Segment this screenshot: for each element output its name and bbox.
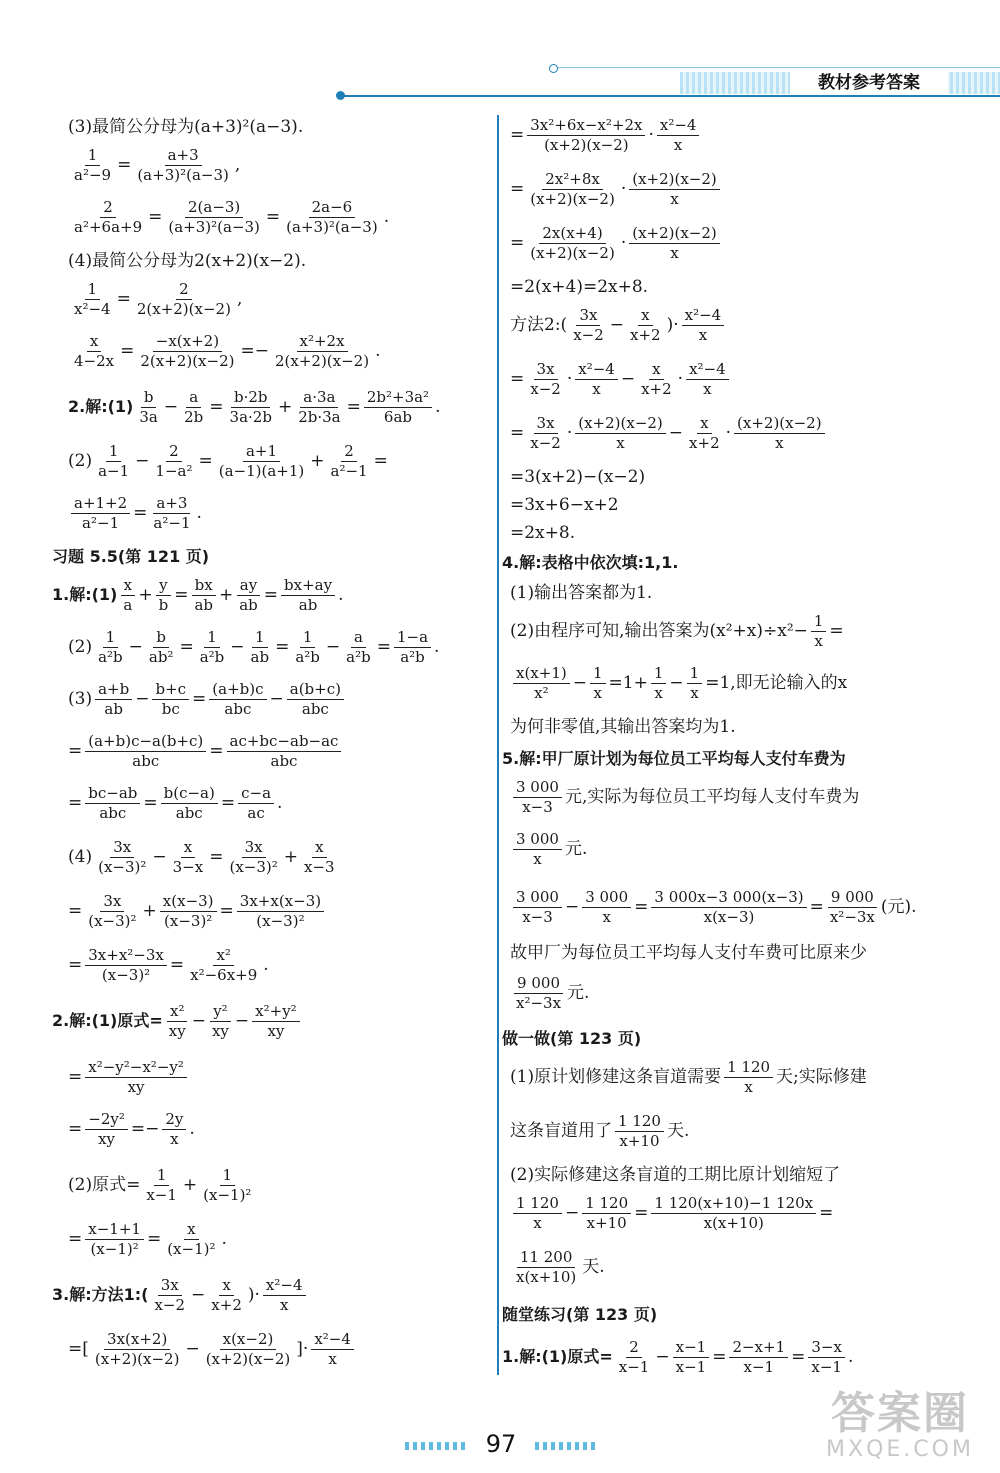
fraction: $\frac{2}{\text{a²+6a+9}}$ — [74, 198, 143, 236]
fraction: $\frac{2a-6}{\text{(a+3)²(a−3)}}$ — [286, 198, 378, 236]
fraction: $\frac{\text{2b²+3a²}}{6ab}$ — [364, 388, 432, 427]
fraction: $\frac{a\cdot 3a}{2b\cdot 3a}$ — [298, 388, 341, 426]
fraction: $\frac{(x+2)(x-2)}{x}$ — [734, 414, 825, 453]
answer-line: 故甲厂为每位员工平均每人支付车费可比原来少 — [510, 943, 867, 963]
equation-line: 1.解:(1)原式= $\frac{2}{x-1}$ − $\frac{x-1}{x-1}$ = $\frac{2-x+1}{x-1}$ = $\frac{3-x}{x-1}$ . — [502, 1338, 854, 1376]
fraction: $\frac{x}{a}$ — [120, 576, 135, 615]
fraction: $\frac{\text{x²+2x}}{2(x+2)(x-2)}$ — [274, 332, 370, 370]
fraction: $\frac{3x}{x-2}$ — [530, 360, 561, 398]
fraction: $\frac{1}{x}$ — [811, 612, 827, 651]
fraction: $\frac{(x+2)(x-2)}{x}$ — [629, 224, 720, 263]
equation-line: 1.解:(1) $\frac{x}{a}$ + $\frac{y}{b}$ = $\frac{bx}{ab}$ + $\frac{ay}{ab}$ = $\frac{bx+ay}{ab}$ . — [52, 576, 344, 614]
fraction: $\frac{x}{x+2}$ — [689, 414, 720, 452]
fraction: $\frac{\text{x²−4}}{x}$ — [311, 1330, 354, 1369]
fraction: $\frac{3x}{\text{(x−3)²}}$ — [98, 838, 147, 876]
fraction: $\frac{1}{x}$ — [651, 664, 667, 703]
fraction: $\frac{b\cdot 2b}{3a\cdot 2b}$ — [229, 388, 272, 426]
fraction: $\frac{b}{3a}$ — [139, 388, 158, 426]
equation-line: $\frac{1}{\text{a²−9}}$ = $\frac{a+3}{\text{(a+3)²(a−3)}}$ , — [68, 146, 240, 185]
equation-line: = $\frac{3x}{\text{(x−3)²}}$ + $\frac{x(x-3)}{\text{(x−3)²}}$ = $\frac{3x+x(x-3)}{\text{(x−3)²}}$ — [68, 892, 327, 931]
answer-line: =3x+6−x+2 — [510, 495, 619, 515]
fraction: $\frac{1}{\text{a²b}}$ — [199, 628, 225, 666]
answer-line: =2x+8. — [510, 523, 576, 543]
fraction: $\frac{x}{\text{(x−1)²}}$ — [167, 1220, 216, 1258]
fraction: $\frac{1 120}{x}$ — [724, 1058, 773, 1097]
equation-line: = $\frac{\text{3x²+6x−x²+2x}}{(x+2)(x-2)}$ · $\frac{\text{x²−4}}{x}$ — [510, 116, 702, 155]
fraction: $\frac{3 000}{x-3}$ — [513, 888, 562, 927]
section-heading: 随堂练习(第 123 页) — [502, 1305, 658, 1324]
page-header — [0, 0, 1000, 110]
fraction: $\frac{1 120}{x}$ — [513, 1194, 562, 1233]
equation-line: $\frac{3 000}{x-3}$ 元,实际为每位员工平均每人支付车费为 — [510, 778, 859, 817]
fraction: $\frac{1}{\text{a²b}}$ — [98, 628, 123, 666]
fraction: $\frac{x(x+1)}{\text{x²}}$ — [513, 664, 570, 703]
equation-line: $\frac{a+1+2}{\text{a²−1}}$ = $\frac{a+3}{\text{a²−1}}$ . — [68, 494, 202, 533]
equation-line: (1)原计划修建这条盲道需要 $\frac{1 120}{x}$ 天;实际修建 — [510, 1058, 867, 1096]
fraction: $\frac{2}{x-1}$ — [618, 1338, 650, 1376]
fraction: $\frac{3-x}{x-1}$ — [808, 1338, 845, 1377]
equation-line: 3.解:方法1:( $\frac{3x}{x-2}$ − $\frac{x}{x+2}$ )· $\frac{\text{x²−4}}{x}$ — [52, 1276, 309, 1315]
fraction: $\frac{ac+bc-ab-ac}{\text{abc}}$ — [227, 732, 342, 771]
equation-line: $\frac{3 000}{x}$ 元. — [510, 830, 587, 869]
fraction: $\frac{a+3}{\text{a²−1}}$ — [153, 494, 191, 532]
fraction: $\frac{(a+b)c-a(b+c)}{\text{abc}}$ — [85, 732, 206, 771]
fraction: $\frac{\text{y²}}{xy}$ — [211, 1002, 229, 1040]
equation-line: (3) $\frac{a+b}{ab}$ − $\frac{b+c}{bc}$ = $\frac{(a+b)c}{\text{abc}}$ − $\frac{a(b+c)}{\text{abc}}$ — [68, 680, 347, 719]
fraction: $\frac{\text{3x+x²−3x}}{\text{(x−3)²}}$ — [85, 946, 167, 985]
answer-line: (2)实际修建这条盲道的工期比原计划缩短了 — [510, 1165, 841, 1185]
fraction: $\frac{2}{\text{1−a²}}$ — [155, 442, 193, 480]
fraction: $\frac{-x(x+2)}{2(x+2)(x-2)}$ — [140, 332, 235, 370]
equation-line: = $\frac{x-1+1}{\text{(x−1)²}}$ = $\frac{x}{\text{(x−1)²}}$ . — [68, 1220, 227, 1258]
fraction: $\frac{\text{2x²+8x}}{(x+2)(x-2)}$ — [530, 170, 615, 208]
fraction: $\frac{\text{x²−y²−x²−y²}}{xy}$ — [85, 1058, 187, 1097]
answer-line: 4.解:表格中依次填:1,1. — [502, 553, 679, 572]
fraction: $\frac{3 000}{x-3}$ — [513, 778, 562, 817]
equation-line: $\frac{9 000}{\text{x²−3x}}$ 元. — [510, 974, 589, 1013]
equation-line: = $\frac{2x(x+4)}{(x+2)(x-2)}$ · $\frac{(x+2)(x-2)}{x}$ — [510, 224, 723, 263]
fraction: $\frac{y}{b}$ — [156, 576, 172, 615]
footer-dots-left — [405, 1442, 465, 1450]
equation-line: $\frac{1 120}{x}$ − $\frac{1 120}{x+10}$ = $\frac{1 120(x+10)-1 120x}{x(x+10)}$ = — [510, 1194, 833, 1233]
answer-line: (4)最简公分母为2(x+2)(x−2). — [68, 251, 307, 271]
watermark-url: MXQE.COM — [826, 1437, 974, 1462]
equation-line: = $\frac{(a+b)c-a(b+c)}{\text{abc}}$ = $\frac{ac+bc-ab-ac}{\text{abc}}$ — [68, 732, 344, 771]
fraction: $\frac{bx}{ab}$ — [191, 576, 216, 615]
fraction: $\frac{1 120}{x+10}$ — [582, 1194, 631, 1233]
fraction: $\frac{(a+b)c}{\text{abc}}$ — [209, 680, 266, 719]
fraction: $\frac{x}{x+2}$ — [211, 1276, 242, 1314]
fraction: $\frac{3 000}{x}$ — [582, 888, 631, 927]
fraction: $\frac{x}{x+2}$ — [630, 306, 661, 344]
fraction: $\frac{1}{\text{a²b}}$ — [295, 628, 320, 666]
answer-line: (1)输出答案都为1. — [510, 583, 653, 603]
column-divider — [497, 115, 499, 1375]
fraction: $\frac{b}{\text{ab²}}$ — [148, 628, 174, 666]
fraction: $\frac{x}{4-2x}$ — [74, 332, 115, 370]
fraction: $\frac{a+1}{(a-1)(a+1)}$ — [218, 442, 305, 480]
fraction: $\frac{2(a-3)}{\text{(a+3)²(a−3)}}$ — [168, 198, 260, 236]
fraction: $\frac{1}{x}$ — [687, 664, 703, 703]
fraction: $\frac{9 000}{\text{x²−3x}}$ — [516, 974, 562, 1012]
equation-line: = $\frac{3x}{x-2}$ · $\frac{\text{x²−4}}{x}$ − $\frac{x}{x+2}$ · $\frac{\text{x²−4}}{x}$ — [510, 360, 732, 399]
fraction: $\frac{3x}{x-2}$ — [573, 306, 604, 344]
fraction: $\frac{\text{x²+y²}}{xy}$ — [252, 1002, 300, 1041]
fraction: $\frac{a+3}{\text{(a+3)²(a−3)}}$ — [137, 146, 229, 184]
fraction: $\frac{2-x+1}{x-1}$ — [729, 1338, 788, 1377]
equation-line: (2) $\frac{1}{a-1}$ − $\frac{2}{\text{1−a²}}$ = $\frac{a+1}{(a-1)(a+1)}$ + $\frac{2}{\text{a²−1}}$ = — [68, 442, 388, 480]
fraction: $\frac{1}{a-1}$ — [98, 442, 130, 480]
answer-line: (3)最简公分母为(a+3)²(a−3). — [68, 117, 304, 137]
fraction: $\frac{\text{x²−4}}{x}$ — [263, 1276, 306, 1315]
fraction: $\frac{a(b+c)}{\text{abc}}$ — [287, 680, 344, 719]
equation-line: (4) $\frac{3x}{\text{(x−3)²}}$ − $\frac{x}{3-x}$ = $\frac{3x}{\text{(x−3)²}}$ + $\frac{x}{x-3}$ — [68, 838, 341, 877]
equation-line: 2.解:(1)原式= $\frac{\text{x²}}{xy}$ − $\frac{\text{y²}}{xy}$ − $\frac{\text{x²+y²}}{xy}$ — [52, 1002, 303, 1041]
equation-line: (2)由程序可知,输出答案为(x²+x)÷x²− $\frac{1}{x}$ = — [510, 612, 844, 650]
fraction: $\frac{\text{3x²+6x−x²+2x}}{(x+2)(x-2)}$ — [527, 116, 645, 155]
fraction: $\frac{11 200}{x(x+10)}$ — [516, 1248, 577, 1286]
header-ring-dot — [549, 64, 558, 73]
fraction: $\frac{ay}{ab}$ — [236, 576, 261, 615]
fraction: $\frac{2x(x+4)}{(x+2)(x-2)}$ — [530, 224, 615, 262]
fraction: $\frac{3x+x(x-3)}{\text{(x−3)²}}$ — [237, 892, 324, 931]
equation-line: = $\frac{\text{2x²+8x}}{(x+2)(x-2)}$ · $\frac{(x+2)(x-2)}{x}$ — [510, 170, 723, 209]
section-heading: 做一做(第 123 页) — [502, 1029, 642, 1048]
watermark-logo: 答案圈 — [831, 1388, 969, 1439]
equation-line: = $\frac{bc-ab}{\text{abc}}$ = $\frac{b(c-a)}{\text{abc}}$ = $\frac{c-a}{ac}$ . — [68, 784, 283, 822]
fraction: $\frac{a+b}{ab}$ — [95, 680, 132, 719]
fraction: $\frac{1-a}{\text{a²b}}$ — [394, 628, 431, 667]
fraction: $\frac{b+c}{bc}$ — [152, 680, 189, 719]
section-heading: 习题 5.5(第 121 页) — [52, 547, 210, 566]
fraction: $\frac{\text{x²−4}}{x}$ — [657, 116, 700, 155]
fraction: $\frac{b(c-a)}{\text{abc}}$ — [161, 784, 218, 823]
fraction: $\frac{3x}{x-2}$ — [530, 414, 561, 452]
fraction: $\frac{1}{\text{x²−4}}$ — [74, 280, 111, 318]
fraction: $\frac{x}{x+2}$ — [641, 360, 672, 398]
fraction: $\frac{\text{x²−4}}{x}$ — [682, 306, 725, 345]
answer-line: 5.解:甲厂原计划为每位员工平均每人支付车费为 — [502, 749, 846, 768]
fraction: $\frac{3x}{\text{(x−3)²}}$ — [88, 892, 137, 930]
equation-line: $\frac{x(x+1)}{\text{x²}}$ − $\frac{1}{x}$ =1+ $\frac{1}{x}$ − $\frac{1}{x}$ =1,即无论输入的x — [510, 664, 847, 703]
fraction: $\frac{1}{\text{(x−1)²}}$ — [203, 1166, 252, 1204]
fraction: $\frac{1 120(x+10)-1 120x}{x(x+10)}$ — [651, 1194, 816, 1233]
fraction: $\frac{x(x-3)}{\text{(x−3)²}}$ — [160, 892, 217, 931]
fraction: $\frac{2y}{x}$ — [162, 1110, 186, 1149]
watermark — [800, 1390, 1000, 1470]
fraction: $\frac{\text{x²−4}}{x}$ — [575, 360, 618, 399]
header-rule — [340, 95, 1000, 97]
fraction: $\frac{\text{x²−4}}{x}$ — [686, 360, 729, 399]
fraction: $\frac{3 000x-3 000(x-3)}{x(x-3)}$ — [651, 888, 806, 927]
answer-line: 为何非零值,其输出答案均为1. — [510, 717, 736, 737]
equation-line: 2.解:(1) $\frac{b}{3a}$ − $\frac{a}{2b}$ = $\frac{b\cdot 2b}{3a\cdot 2b}$ + $\frac{a\cdot 3a}{2b\cdot 3a}$ = $\frac{\text{2b²+3a²}}{6ab}$ . — [68, 388, 441, 426]
fraction: $\frac{(x+2)(x-2)}{x}$ — [629, 170, 720, 209]
page-number: 97 — [485, 1430, 517, 1458]
fraction: $\frac{a}{\text{a²b}}$ — [346, 628, 371, 666]
fraction: $\frac{a}{2b}$ — [184, 388, 204, 426]
equation-line: (2)原式= $\frac{1}{x-1}$ + $\frac{1}{\text{(x−1)²}}$ — [68, 1166, 257, 1205]
equation-line: $\frac{2}{\text{a²+6a+9}}$ = $\frac{2(a-3)}{\text{(a+3)²(a−3)}}$ = $\frac{2a-6}{\text{(a+3)²(a−3)}}$ . — [68, 198, 389, 237]
fraction: $\frac{(x+2)(x-2)}{x}$ — [575, 414, 666, 453]
fraction: $\frac{bc-ab}{\text{abc}}$ — [85, 784, 140, 823]
equation-line: $\frac{x}{4-2x}$ = $\frac{-x(x+2)}{2(x+2)(x-2)}$ =− $\frac{\text{x²+2x}}{2(x+2)(x-2)}$ . — [68, 332, 381, 371]
fraction: $\frac{1}{ab}$ — [250, 628, 270, 666]
header-title: 教材参考答案 — [790, 72, 948, 95]
fraction: $\frac{2}{2(x+2)(x-2)}$ — [136, 280, 231, 318]
equation-line: = $\frac{\text{3x+x²−3x}}{\text{(x−3)²}}$ = $\frac{\text{x²}}{\text{x²−6x+9}}$ . — [68, 946, 269, 984]
fraction: $\frac{x}{x-3}$ — [304, 838, 335, 876]
fraction: $\frac{1 120}{x+10}$ — [615, 1112, 664, 1151]
header-dot — [336, 91, 345, 100]
header-thin-line — [552, 67, 1000, 68]
fraction: $\frac{3x}{x-2}$ — [154, 1276, 186, 1314]
equation-line: $\frac{1}{\text{x²−4}}$ = $\frac{2}{2(x+2)(x-2)}$ , — [68, 280, 242, 319]
fraction: $\frac{a+1+2}{\text{a²−1}}$ — [71, 494, 130, 533]
fraction: $\frac{c-a}{ac}$ — [238, 784, 274, 823]
fraction: $\frac{x-1}{x-1}$ — [673, 1338, 710, 1377]
fraction: $\frac{\text{x²}}{xy}$ — [168, 1002, 186, 1040]
answer-line: =3(x+2)−(x−2) — [510, 467, 646, 487]
fraction: $\frac{x(x-2)}{(x+2)(x-2)}$ — [205, 1330, 291, 1368]
equation-line: = $\frac{\text{x²−y²−x²−y²}}{xy}$ — [68, 1058, 190, 1097]
fraction: $\frac{\text{x²}}{\text{x²−6x+9}}$ — [190, 946, 258, 984]
equation-line: (2) $\frac{1}{\text{a²b}}$ − $\frac{b}{\text{ab²}}$ = $\frac{1}{\text{a²b}}$ − $\frac{1}{ab}$ = $\frac{1}{\text{a²b}}$ − $\frac{a}{\text{a²b}}$ = $\frac{1-a}{\text{a²b}}$ . — [68, 628, 440, 666]
equation-line: = $\frac{3x}{x-2}$ · $\frac{(x+2)(x-2)}{x}$ − $\frac{x}{x+2}$ · $\frac{(x+2)(x-2)}{x}$ — [510, 414, 828, 453]
fraction: $\frac{9 000}{\text{x²−3x}}$ — [829, 888, 875, 926]
fraction: $\frac{1}{\text{a²−9}}$ — [74, 146, 112, 184]
footer-dots-right — [535, 1442, 595, 1450]
fraction: $\frac{3x}{\text{(x−3)²}}$ — [229, 838, 278, 876]
fraction: $\frac{3x(x+2)}{(x+2)(x-2)}$ — [94, 1330, 180, 1368]
fraction: $\frac{\text{−2y²}}{xy}$ — [85, 1110, 128, 1149]
fraction: $\frac{3 000}{x}$ — [513, 830, 562, 869]
fraction: $\frac{1}{x}$ — [590, 664, 606, 703]
equation-line: =[ $\frac{3x(x+2)}{(x+2)(x-2)}$ − $\frac{x(x-2)}{(x+2)(x-2)}$ ]· $\frac{\text{x²−4}}{x}$ — [68, 1330, 357, 1369]
answer-line: =2(x+4)=2x+8. — [510, 277, 649, 297]
fraction: $\frac{bx+ay}{ab}$ — [281, 576, 335, 615]
equation-line: $\frac{11 200}{x(x+10)}$ 天. — [510, 1248, 605, 1287]
equation-line: $\frac{3 000}{x-3}$ − $\frac{3 000}{x}$ = $\frac{3 000x-3 000(x-3)}{x(x-3)}$ = $\frac{9 000}{\text{x²−3x}}$ (元). — [510, 888, 917, 927]
equation-line: = $\frac{\text{−2y²}}{xy}$ =− $\frac{2y}{x}$ . — [68, 1110, 195, 1148]
equation-line: 方法2:( $\frac{3x}{x-2}$ − $\frac{x}{x+2}$ )· $\frac{\text{x²−4}}{x}$ — [510, 306, 727, 345]
fraction: $\frac{x}{3-x}$ — [172, 838, 204, 876]
fraction: $\frac{1}{x-1}$ — [146, 1166, 177, 1204]
fraction: $\frac{x-1+1}{\text{(x−1)²}}$ — [85, 1220, 144, 1259]
fraction: $\frac{2}{\text{a²−1}}$ — [330, 442, 368, 480]
equation-line: 这条盲道用了 $\frac{1 120}{x+10}$ 天. — [510, 1112, 690, 1150]
